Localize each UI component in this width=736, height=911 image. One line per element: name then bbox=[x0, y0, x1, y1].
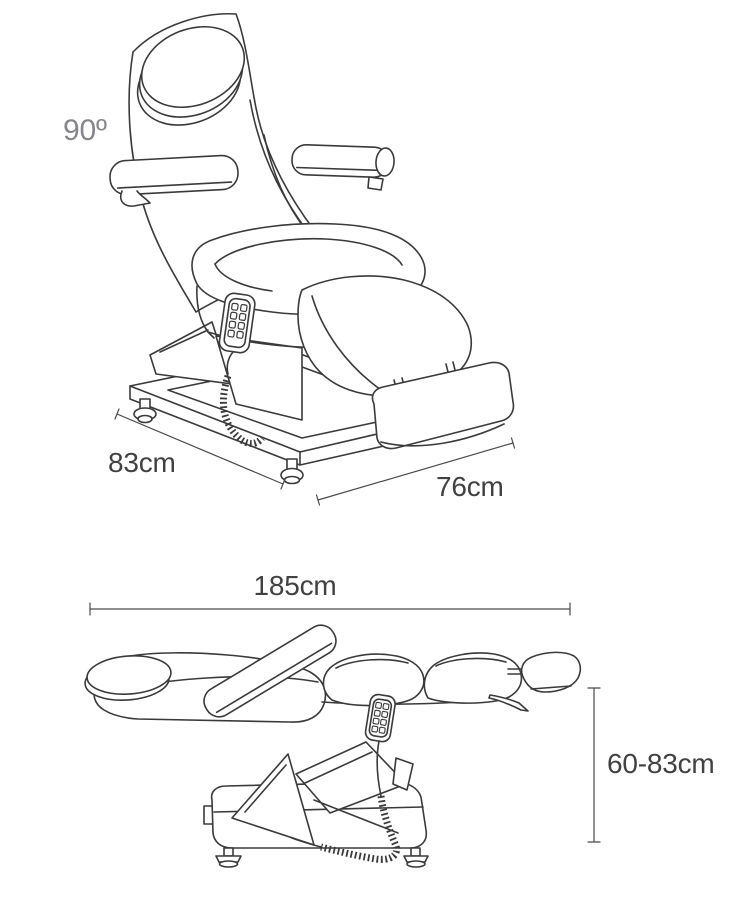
side-view-drawing bbox=[84, 620, 581, 867]
seat-width-label: 76cm bbox=[436, 471, 504, 502]
total-length-label: 185cm bbox=[253, 570, 337, 601]
lift-bracket bbox=[150, 322, 232, 384]
top-view-drawing bbox=[109, 13, 513, 484]
left-armrest bbox=[109, 155, 239, 196]
right-armrest-bracket bbox=[368, 177, 383, 190]
height-range-label: 60-83cm bbox=[607, 748, 715, 779]
leg-cushion-flat bbox=[424, 653, 521, 703]
right-armrest bbox=[292, 144, 389, 177]
base-depth-label: 83cm bbox=[108, 447, 176, 478]
backrest-angle-label: 90º bbox=[63, 114, 107, 147]
